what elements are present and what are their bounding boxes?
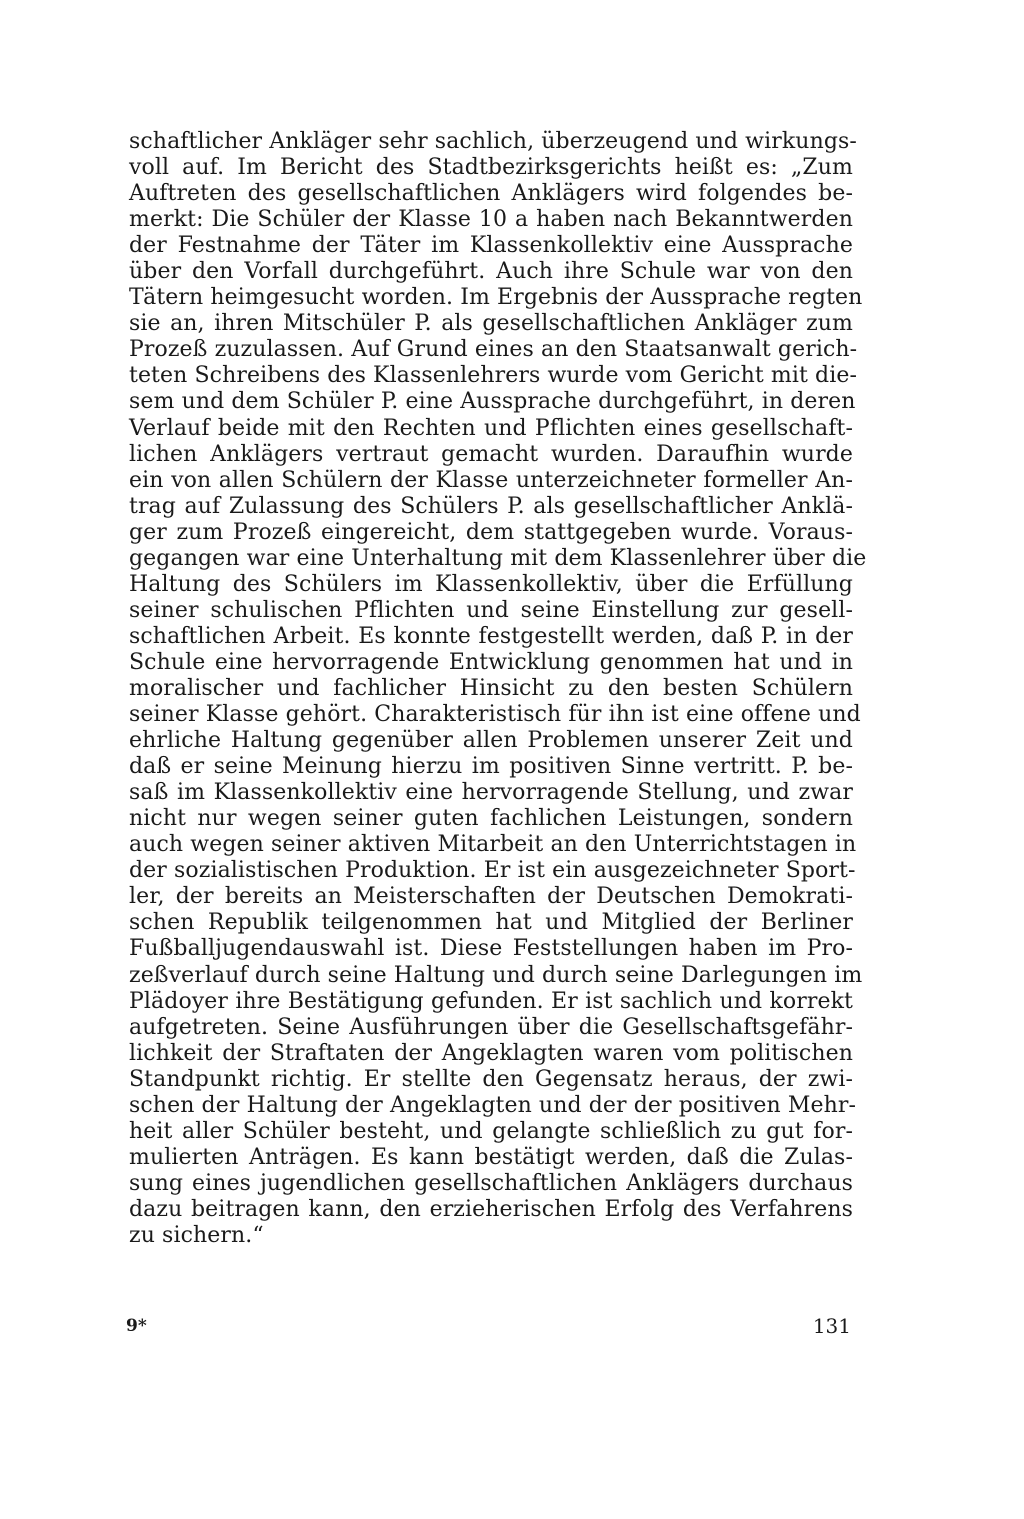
text-line: Tätern heimgesucht worden. Im Ergebnis der Aussprache regten	[129, 285, 863, 311]
text-line: nicht nur wegen seiner guten fachlichen Leistungen, sondern	[129, 806, 853, 832]
text-line: schaftlicher Ankläger sehr sachlich, überzeugend und wirkungs-	[129, 129, 857, 154]
text-line: sie an, ihren Mitschüler P. als gesellschaftlichen Ankläger zum	[129, 311, 853, 337]
text-line: schaftlichen Arbeit. Es konnte festgestellt werden, daß P. in der	[129, 623, 853, 649]
body-text	[129, 129, 867, 1249]
text-line: merkt: Die Schüler der Klasse 10 a haben nach Bekanntwerden	[129, 207, 853, 233]
text-line: schen Republik teilgenommen hat und Mitglied der Berliner	[129, 910, 853, 936]
text-line: Auftreten des gesellschaftlichen Anklägers wird folgendes be-	[129, 181, 853, 207]
text-line: trag auf Zulassung des Schülers P. als gesellschaftlicher Anklä-	[129, 493, 853, 519]
text-line: seiner Klasse gehört. Charakteristisch für ihn ist eine offene und	[129, 702, 861, 728]
text-line: schen der Haltung der Angeklagten und der der positiven Mehr-	[129, 1092, 857, 1118]
text-line: der Festnahme der Täter im Klassenkollektiv eine Aussprache	[129, 233, 853, 259]
signature-mark: 9*	[126, 1316, 147, 1336]
text-line: voll auf. Im Bericht des Stadtbezirksgerichts heißt es: „Zum	[129, 155, 853, 181]
text-line: ler, der bereits an Meisterschaften der Deutschen Demokrati-	[129, 884, 853, 910]
text-line: Plädoyer ihre Bestätigung gefunden. Er ist sachlich und korrekt	[129, 988, 853, 1014]
page-number: 131	[812, 1314, 851, 1338]
text-line: lichkeit der Straftaten der Angeklagten waren vom politischen	[129, 1040, 853, 1066]
text-line: über den Vorfall durchgeführt. Auch ihre Schule war von den	[129, 259, 853, 285]
text-line: Standpunkt richtig. Er stellte den Gegensatz heraus, der zwi-	[129, 1066, 853, 1092]
text-line: seiner schulischen Pflichten und seine Einstellung zur gesell-	[129, 597, 853, 623]
text-line: ein von allen Schülern der Klasse unterzeichneter formeller An-	[129, 467, 853, 493]
text-line: moralischer und fachlicher Hinsicht zu den besten Schülern	[129, 675, 853, 701]
text-line: zeßverlauf durch seine Haltung und durch seine Darlegungen im	[129, 962, 863, 988]
text-line: mulierten Anträgen. Es kann bestätigt werden, daß die Zulas-	[129, 1144, 853, 1170]
text-line: Schule eine hervorragende Entwicklung genommen hat und in	[129, 649, 853, 675]
text-line: ehrliche Haltung gegenüber allen Problemen unserer Zeit und	[129, 728, 853, 754]
text-line: lichen Anklägers vertraut gemacht wurden. Daraufhin wurde	[129, 441, 853, 467]
text-line: dazu beitragen kann, den erzieherischen Erfolg des Verfahrens	[129, 1196, 853, 1222]
text-line: teten Schreibens des Klassenlehrers wurde vom Gericht mit die-	[129, 363, 857, 389]
text-line: daß er seine Meinung hierzu im positiven Sinne vertritt. P. be-	[129, 754, 853, 780]
text-line: gegangen war eine Unterhaltung mit dem Klassenlehrer über die	[129, 545, 867, 571]
text-line: Verlauf beide mit den Rechten und Pflichten eines gesellschaft-	[129, 415, 853, 441]
text-line: Prozeß zuzulassen. Auf Grund eines an den Staatsanwalt gerich-	[129, 337, 858, 363]
text-line: ger zum Prozeß eingereicht, dem stattgegeben wurde. Voraus-	[129, 519, 853, 545]
text-line: sem und dem Schüler P. eine Aussprache durchgeführt, in deren	[129, 389, 856, 415]
text-line: der sozialistischen Produktion. Er ist ein ausgezeichneter Sport-	[129, 858, 856, 884]
text-line: Fußballjugendauswahl ist. Diese Feststellungen haben im Pro-	[129, 936, 853, 962]
text-line: aufgetreten. Seine Ausführungen über die Gesellschaftsgefähr-	[129, 1014, 853, 1040]
text-line: auch wegen seiner aktiven Mitarbeit an den Unterrichtstagen in	[129, 832, 857, 858]
text-line: heit aller Schüler besteht, und gelangte schließlich zu gut for-	[129, 1118, 853, 1144]
text-line: saß im Klassenkollektiv eine hervorragende Stellung, und zwar	[129, 780, 853, 806]
text-line: sung eines jugendlichen gesellschaftlichen Anklägers durchaus	[129, 1170, 853, 1196]
text-line: zu sichern.“	[129, 1222, 264, 1248]
text-line: Haltung des Schülers im Klassenkollektiv, über die Erfüllung	[129, 571, 853, 597]
